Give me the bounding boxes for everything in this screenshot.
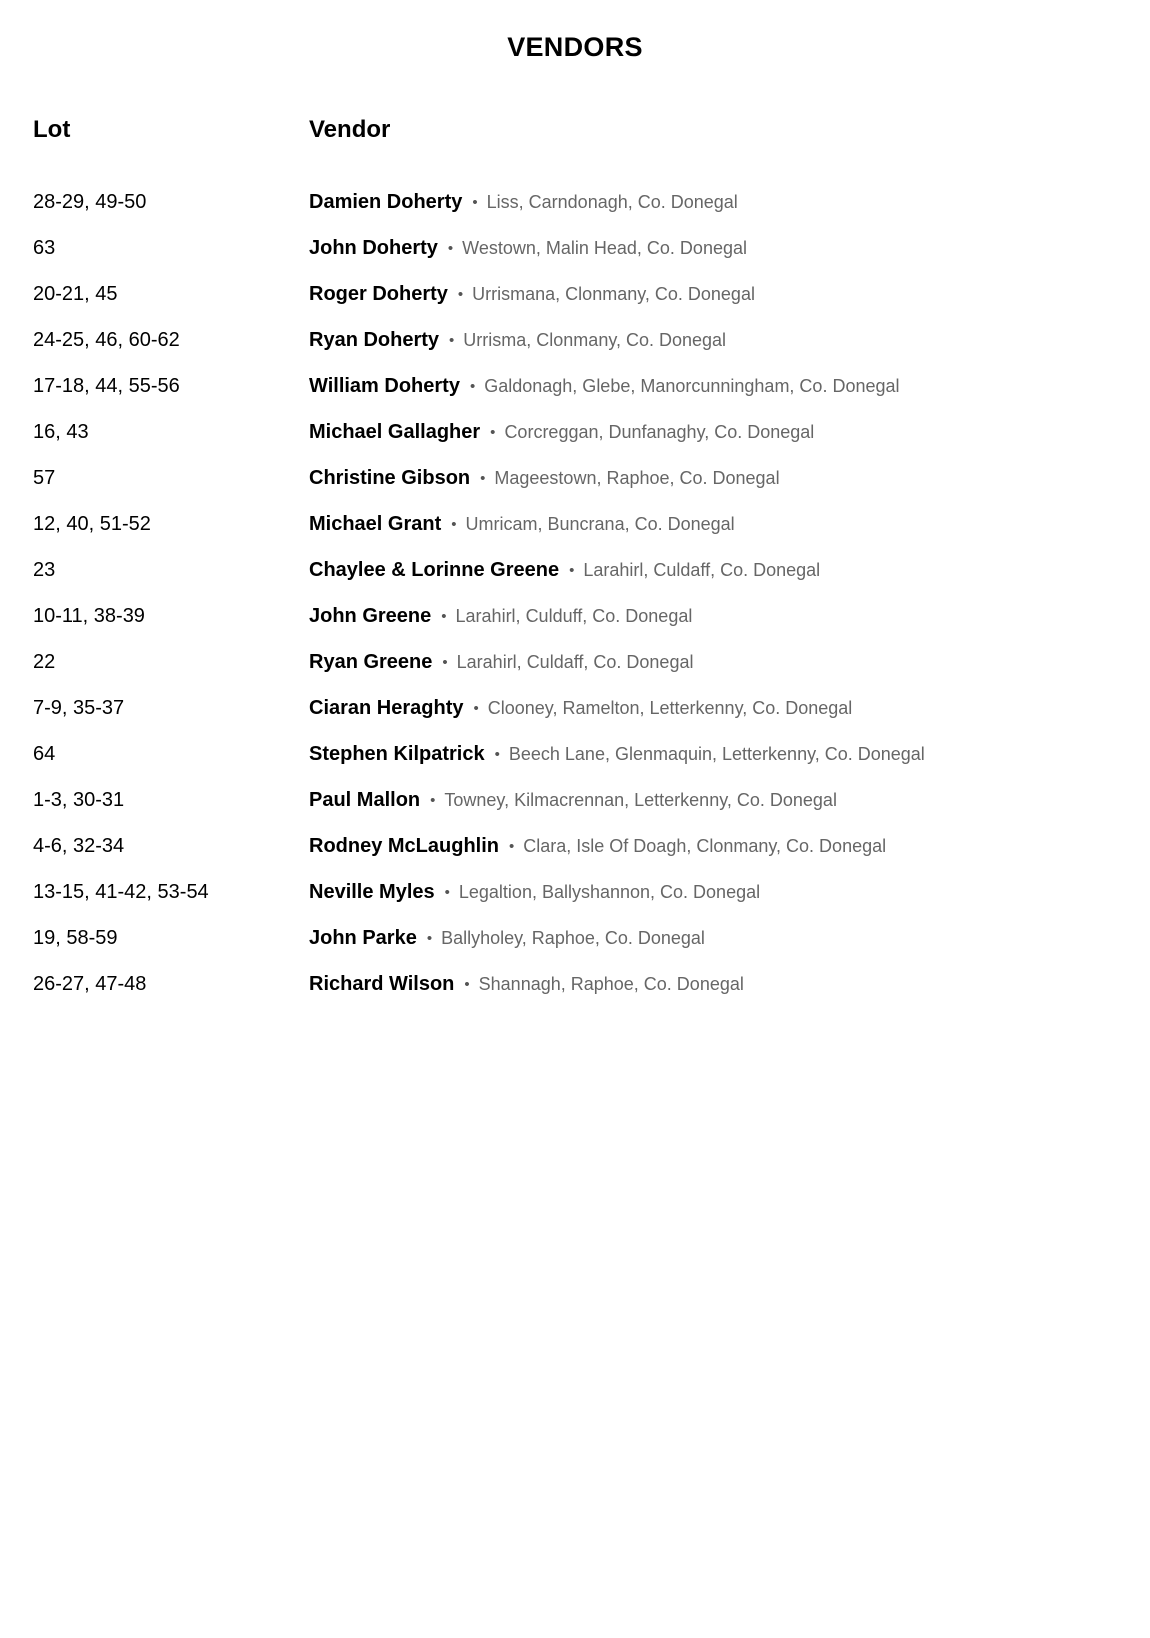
vendor-name: Richard Wilson xyxy=(309,973,455,995)
vendor-entry xyxy=(309,463,780,495)
vendor-address: Ballyholey, Raphoe, Co. Donegal xyxy=(441,928,705,948)
vendor-row xyxy=(0,647,1150,693)
vendor-entry xyxy=(309,233,747,265)
vendor-row xyxy=(0,463,1150,509)
vendor-name: Roger Doherty xyxy=(309,283,448,305)
vendor-row xyxy=(0,877,1150,923)
vendor-entry xyxy=(309,785,837,817)
vendor-address: Mageestown, Raphoe, Co. Donegal xyxy=(494,468,780,488)
vendor-entry xyxy=(309,923,705,955)
vendor-row xyxy=(0,693,1150,739)
vendor-name: Ryan Greene xyxy=(309,651,433,673)
lot-numbers: 19, 58-59 xyxy=(33,927,118,949)
vendor-entry xyxy=(309,417,814,449)
lot-numbers: 57 xyxy=(33,467,56,489)
vendor-address: Shannagh, Raphoe, Co. Donegal xyxy=(478,974,744,994)
vendor-row xyxy=(0,555,1150,601)
bullet-separator: • xyxy=(444,884,450,901)
lot-numbers: 24-25, 46, 60-62 xyxy=(33,329,180,351)
lot-numbers: 22 xyxy=(33,651,56,673)
vendor-row xyxy=(0,923,1150,969)
vendor-entry xyxy=(309,739,925,771)
vendor-entry xyxy=(309,371,900,403)
lot-numbers: 28-29, 49-50 xyxy=(33,191,147,213)
bullet-separator: • xyxy=(473,700,479,717)
vendor-name: Chaylee & Lorinne Greene xyxy=(309,559,560,581)
vendor-address: Larahirl, Culduff, Co. Donegal xyxy=(455,606,693,626)
vendor-column-header: Vendor xyxy=(309,116,391,143)
bullet-separator: • xyxy=(480,470,486,487)
vendor-address: Clara, Isle Of Doagh, Clonmany, Co. Donegal xyxy=(523,836,887,856)
vendor-address: Galdonagh, Glebe, Manorcunningham, Co. Donegal xyxy=(484,376,900,396)
lot-numbers: 1-3, 30-31 xyxy=(33,789,125,811)
vendor-row xyxy=(0,187,1150,233)
lot-numbers: 26-27, 47-48 xyxy=(33,973,147,995)
vendor-row xyxy=(0,417,1150,463)
vendor-name: Paul Mallon xyxy=(309,789,421,811)
vendor-name: John Greene xyxy=(309,605,432,627)
bullet-separator: • xyxy=(449,332,455,349)
bullet-separator: • xyxy=(464,976,470,993)
vendor-address: Legaltion, Ballyshannon, Co. Donegal xyxy=(458,882,761,902)
bullet-separator: • xyxy=(490,424,496,441)
vendor-address: Corcreggan, Dunfanaghy, Co. Donegal xyxy=(504,422,815,442)
lot-numbers: 13-15, 41-42, 53-54 xyxy=(33,881,209,903)
vendor-row xyxy=(0,279,1150,325)
lot-numbers: 64 xyxy=(33,743,56,765)
lot-numbers: 20-21, 45 xyxy=(33,283,118,305)
vendor-name: Michael Grant xyxy=(309,513,442,535)
bullet-separator: • xyxy=(451,516,457,533)
vendor-entry xyxy=(309,325,726,357)
vendor-row xyxy=(0,325,1150,371)
lot-numbers: 7-9, 35-37 xyxy=(33,697,125,719)
bullet-separator: • xyxy=(441,608,447,625)
bullet-separator: • xyxy=(494,746,500,763)
vendor-entry xyxy=(309,601,692,633)
vendor-name: Damien Doherty xyxy=(309,191,463,213)
vendor-name: Neville Myles xyxy=(309,881,435,903)
lot-column-header: Lot xyxy=(33,116,71,143)
bullet-separator: • xyxy=(569,562,575,579)
vendor-entry xyxy=(309,187,738,219)
vendor-entry xyxy=(309,279,755,311)
lot-numbers: 16, 43 xyxy=(33,421,89,443)
vendor-entry xyxy=(309,555,820,587)
vendor-name: William Doherty xyxy=(309,375,460,397)
bullet-separator: • xyxy=(426,930,433,947)
vendor-address: Clooney, Ramelton, Letterkenny, Co. Donegal xyxy=(487,698,853,718)
vendor-address: Liss, Carndonagh, Co. Donegal xyxy=(486,192,738,212)
bullet-separator: • xyxy=(472,194,478,211)
page-title: VENDORS xyxy=(507,32,643,62)
bullet-separator: • xyxy=(447,240,454,257)
vendor-row xyxy=(0,739,1150,785)
vendor-address: Towney, Kilmacrennan, Letterkenny, Co. Donegal xyxy=(444,790,837,810)
lot-numbers: 63 xyxy=(33,237,56,259)
vendor-address: Larahirl, Culdaff, Co. Donegal xyxy=(456,652,694,672)
vendor-name: Rodney McLaughlin xyxy=(309,835,499,857)
vendor-name: John Parke xyxy=(309,927,417,949)
vendor-address: Urrisma, Clonmany, Co. Donegal xyxy=(463,330,727,350)
vendor-name: Ciaran Heraghty xyxy=(309,697,464,719)
bullet-separator: • xyxy=(430,792,436,809)
vendor-address: Larahirl, Culdaff, Co. Donegal xyxy=(583,560,821,580)
vendor-name: Ryan Doherty xyxy=(309,329,440,351)
vendor-row xyxy=(0,785,1150,831)
vendor-row xyxy=(0,831,1150,877)
vendor-name: Stephen Kilpatrick xyxy=(309,743,485,765)
vendor-list xyxy=(0,187,1150,1015)
vendor-row xyxy=(0,371,1150,417)
lot-numbers: 17-18, 44, 55-56 xyxy=(33,375,180,397)
vendor-name: Michael Gallagher xyxy=(309,421,481,443)
vendor-entry xyxy=(309,877,760,909)
lot-numbers: 23 xyxy=(33,559,56,581)
lot-numbers: 4-6, 32-34 xyxy=(33,835,125,857)
vendor-entry xyxy=(309,969,744,1001)
bullet-separator: • xyxy=(442,654,448,671)
vendor-row xyxy=(0,233,1150,279)
vendor-address: Beech Lane, Glenmaquin, Letterkenny, Co. Donegal xyxy=(508,744,925,764)
lot-numbers: 12, 40, 51-52 xyxy=(33,513,151,535)
vendor-entry xyxy=(309,509,735,541)
vendor-name: Christine Gibson xyxy=(309,467,471,489)
vendor-name: John Doherty xyxy=(309,237,438,259)
vendor-address: Urrismana, Clonmany, Co. Donegal xyxy=(472,284,755,304)
bullet-separator: • xyxy=(457,286,464,303)
vendor-entry xyxy=(309,647,693,679)
vendor-entry xyxy=(309,831,886,863)
vendor-entry xyxy=(309,693,852,725)
bullet-separator: • xyxy=(469,378,476,395)
vendor-row xyxy=(0,509,1150,555)
lot-numbers: 10-11, 38-39 xyxy=(33,605,145,627)
vendor-address: Westown, Malin Head, Co. Donegal xyxy=(462,238,747,258)
bullet-separator: • xyxy=(509,838,515,855)
vendor-row xyxy=(0,601,1150,647)
vendor-row xyxy=(0,969,1150,1015)
vendor-address: Umricam, Buncrana, Co. Donegal xyxy=(465,514,735,534)
